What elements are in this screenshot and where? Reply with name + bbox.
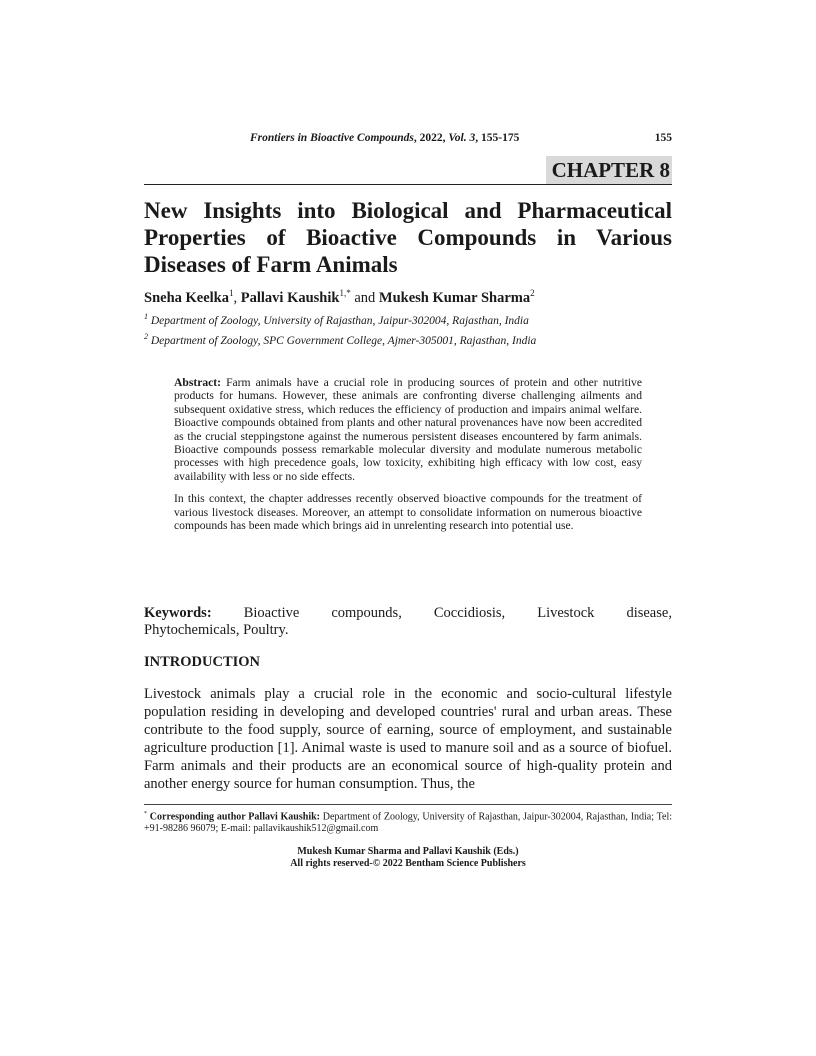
affiliation (144, 332, 672, 347)
affiliation-text: Department of Zoology, University of Rajasthan, Jaipur-302004, Rajasthan, India (150, 314, 529, 327)
abstract-paragraph (174, 376, 642, 483)
page-number: 155 (654, 132, 672, 144)
journal-volume: Vol. 3 (448, 132, 476, 144)
author-affiliation-mark: 2 (530, 288, 535, 298)
chapter-header (144, 156, 672, 185)
keywords (144, 605, 672, 639)
author-name: Pallavi Kaushik (240, 289, 340, 306)
keyword: compounds, (331, 605, 402, 621)
author-list (144, 288, 672, 307)
footnote-text: Department of Zoology, University of Rajasthan, Jaipur-302004, Rajasthan, India; Tel: +91-98286 96079; E-mail: pallavikaushik512@gmail.com (144, 811, 673, 835)
keywords-label: Keywords: (144, 605, 212, 621)
footer-editors: Mukesh Kumar Sharma and Pallavi Kaushik (Eds.) (297, 846, 519, 857)
section-heading: INTRODUCTION (144, 654, 261, 670)
affiliation (144, 312, 672, 327)
footer-copyright: All rights reserved-© 2022 Bentham Science Publishers (290, 858, 526, 869)
chapter-title: New Insights into Biological and Pharmaceutical Properties of Bioactive Compounds in Various Diseases of Farm Animals (144, 198, 672, 277)
keyword: Bioactive (243, 605, 300, 621)
footnote-divider (144, 804, 672, 805)
paragraph: Livestock animals play a crucial role in the economic and socio-cultural lifestyle population residing in developing and developed countries' rural and urban areas. These contribute to the food supply, source of earning, source of employment, and sustainable agriculture production [1]. Animal waste is used to manure soil and as a source of biofuel. Farm animals and their products are an economical source of high-quality protein and another energy source for human consumption. Thus, the (144, 686, 672, 792)
footnote (144, 808, 672, 835)
keyword: Coccidiosis, (433, 605, 506, 621)
affiliation-text: Department of Zoology, SPC Government College, Ajmer-305001, Rajasthan, India (150, 334, 537, 347)
author-name: Mukesh Kumar Sharma (378, 289, 531, 306)
footnote-label: Corresponding author Pallavi Kaushik: (149, 811, 320, 823)
footnote-marker: * (144, 811, 147, 817)
chapter-label: CHAPTER 8 (546, 156, 672, 184)
keyword: disease, (626, 605, 672, 621)
body-text (144, 685, 672, 793)
affiliation-mark: 2 (144, 332, 148, 341)
abstract-label: Abstract: (174, 376, 222, 389)
author-affiliation-mark: 1,* (339, 288, 351, 298)
page-footer (144, 846, 672, 870)
author-affiliation-mark: 1 (229, 288, 234, 298)
author-name: Sneha Keelka (144, 289, 229, 306)
abstract (174, 376, 642, 541)
author-separator: and (350, 289, 379, 306)
keyword: Livestock (537, 605, 595, 621)
abstract-text: Farm animals have a crucial role in producing sources of protein and other nutritive products for humans. However, these animals are confronting diverse challenging ailments and subsequent oxidative stress, which reduces the efficiency of production and impairs animal welfare. Bioactive compounds obtained from plants and other natural provenances have now been accredited as the crucial steppingstone against the numerous persistent diseases encountered by farm animals. Bioactive compounds possess remarkable molecular diversity and modulate numerous metabolic processes with high precedence goals, low toxicity, exhibiting high efficacy with low cost, easy availability with less or no side effects. (174, 376, 642, 483)
affiliation-mark: 1 (144, 312, 148, 321)
journal-citation (250, 132, 519, 144)
journal-pages: , 155-175 (475, 132, 520, 144)
abstract-paragraph: In this context, the chapter addresses recently observed bioactive compounds for the treatment of various livestock diseases. Moreover, an attempt to consolidate information on numerous bioactive compounds has been made which brings aid in unrelenting research into potential use. (174, 492, 642, 533)
keywords-line (144, 605, 672, 622)
journal-year: , 2022, (413, 132, 449, 144)
journal-name: Frontiers in Bioactive Compounds (250, 132, 414, 144)
keywords-line: Phytochemicals, Poultry. (144, 622, 289, 638)
author-separator: , (233, 289, 241, 306)
